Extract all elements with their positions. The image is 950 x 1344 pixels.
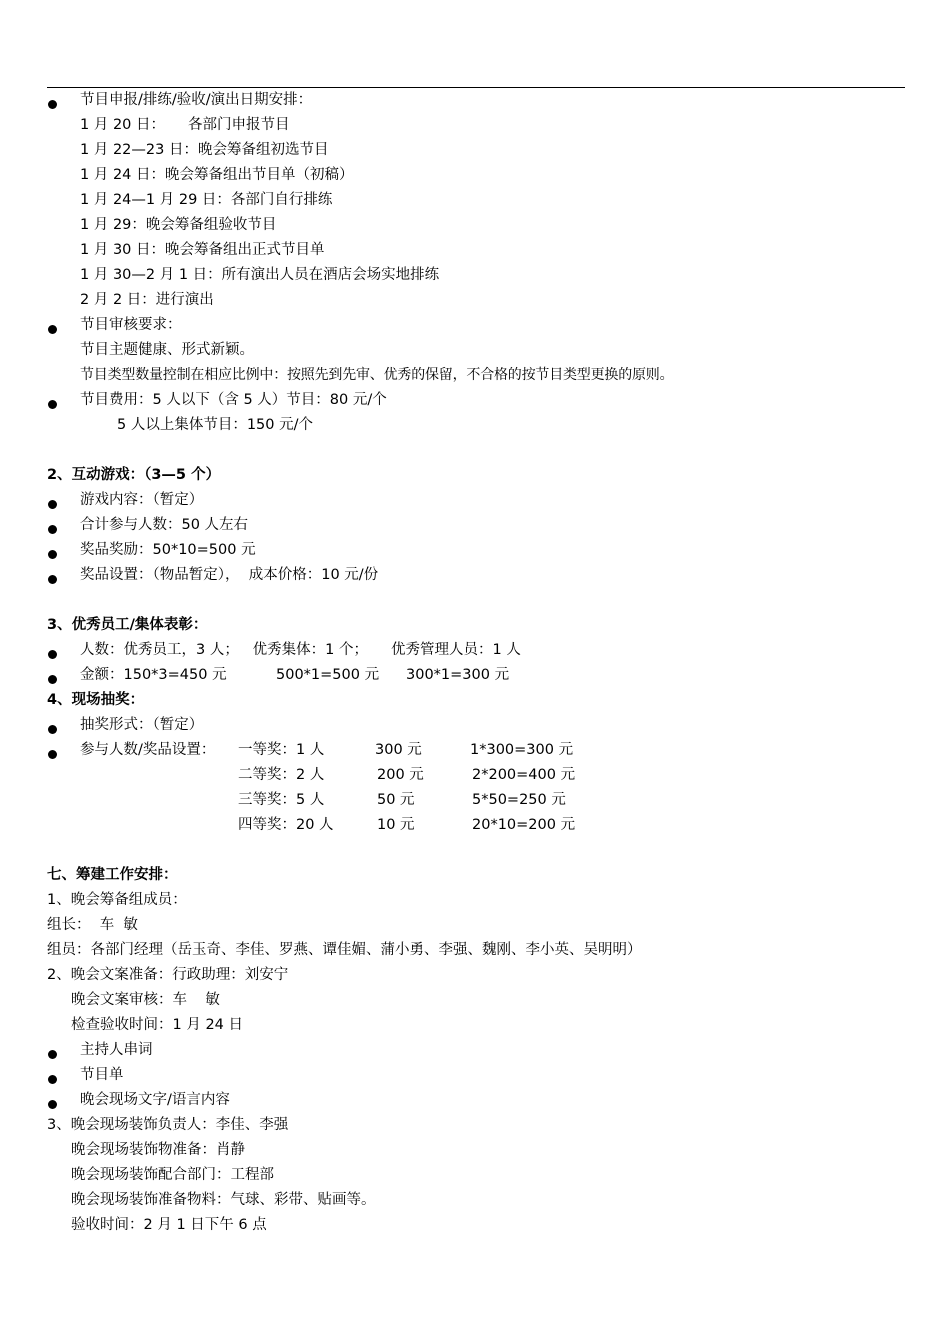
prize-price: 200 元 (377, 767, 424, 783)
bullet-icon (47, 1042, 59, 1054)
copy-check: 检查验收时间：1 月 24 日 (71, 1017, 244, 1033)
decor-line: 晚会现场装饰物准备：肖静 (71, 1142, 245, 1158)
schedule-item: 1 月 24 日：晚会筹备组出节目单（初稿） (80, 167, 354, 183)
prize-total: 2*200=400 元 (472, 767, 576, 783)
bullet-icon (47, 742, 59, 754)
awards-amount: 500*1=500 元 (276, 667, 380, 683)
fee-line: 5 人以上集体节目：150 元/个 (117, 417, 314, 433)
bullet-icon (47, 642, 59, 654)
prize-price: 50 元 (377, 792, 415, 808)
prize-total: 5*50=250 元 (472, 792, 566, 808)
bullet-icon (47, 92, 59, 104)
awards-amount: 300*1=300 元 (406, 667, 510, 683)
schedule-item: 2 月 2 日：进行演出 (80, 292, 214, 308)
bullet-icon (47, 1092, 59, 1104)
games-item: 合计参与人数：50 人左右 (80, 517, 249, 533)
decor-heading: 3、晚会现场装饰负责人：李佳、李强 (47, 1117, 289, 1133)
prep-heading: 七、筹建工作安排： (47, 867, 178, 883)
copy-item: 晚会现场文字/语言内容 (80, 1092, 230, 1108)
games-heading: 2、互动游戏：（3—5 个） (47, 467, 221, 483)
committee-leader: 组长： 车 敏 (47, 917, 138, 933)
bullet-icon (47, 392, 59, 404)
schedule-item: 1 月 30—2 月 1 日：所有演出人员在酒店会场实地排练 (80, 267, 440, 283)
bullet-icon (47, 542, 59, 554)
bullet-icon (47, 667, 59, 679)
schedule-item: 1 月 30 日：晚会筹备组出正式节目单 (80, 242, 325, 258)
games-item: 游戏内容：（暂定） (80, 492, 204, 508)
games-item: 奖品设置：（物品暂定）， 成本价格：10 元/份 (80, 567, 379, 583)
prize-price: 10 元 (377, 817, 415, 833)
lottery-form: 抽奖形式：（暂定） (80, 717, 204, 733)
schedule-item: 1 月 29：晚会筹备组验收节目 (80, 217, 277, 233)
prize-total: 1*300=300 元 (470, 742, 574, 758)
schedule-item: 1 月 24—1 月 29 日：各部门自行排练 (80, 192, 333, 208)
bullet-icon (47, 1067, 59, 1079)
prize-name: 四等奖：20 人 (238, 817, 334, 833)
awards-heading: 3、优秀员工/集体表彰： (47, 617, 208, 633)
committee-members: 组员：各部门经理（岳玉奇、李佳、罗燕、谭佳媚、蒲小勇、李强、魏刚、李小英、吴明明） (47, 942, 642, 958)
fee-line: 节目费用：5 人以下（含 5 人）节目：80 元/个 (80, 392, 387, 408)
prize-name: 三等奖：5 人 (238, 792, 325, 808)
bullet-icon (47, 717, 59, 729)
bullet-icon (47, 317, 59, 329)
decor-line: 晚会现场装饰配合部门：工程部 (71, 1167, 274, 1183)
schedule-item: 1 月 20 日： 各部门申报节目 (80, 117, 290, 133)
copy-review: 晚会文案审核：车 敏 (71, 992, 220, 1008)
schedule-heading: 节目申报/排练/验收/演出日期安排： (80, 92, 313, 108)
review-heading: 节目审核要求： (80, 317, 182, 333)
decor-line: 晚会现场装饰准备物料：气球、彩带、贴画等。 (71, 1192, 376, 1208)
copy-item: 节目单 (80, 1067, 124, 1083)
lottery-label: 参与人数/奖品设置： (80, 742, 216, 758)
awards-amount: 金额：150*3=450 元 (80, 667, 227, 683)
prize-price: 300 元 (375, 742, 422, 758)
prize-total: 20*10=200 元 (472, 817, 576, 833)
review-item: 节目类型数量控制在相应比例中：按照先到先审、优秀的保留，不合格的按节目类型更换的原则。 (80, 367, 674, 383)
committee-heading: 1、晚会筹备组成员： (47, 892, 187, 908)
awards-people: 人数：优秀员工，3 人； 优秀集体：1 个； 优秀管理人员：1 人 (80, 642, 521, 658)
prize-name: 一等奖：1 人 (238, 742, 325, 758)
decor-line: 验收时间：2 月 1 日下午 6 点 (71, 1217, 267, 1233)
copy-item: 主持人串词 (80, 1042, 153, 1058)
bullet-icon (47, 492, 59, 504)
games-item: 奖品奖励：50*10=500 元 (80, 542, 256, 558)
bullet-icon (47, 517, 59, 529)
review-item: 节目主题健康、形式新颖。 (80, 342, 254, 358)
copy-heading: 2、晚会文案准备：行政助理：刘安宁 (47, 967, 289, 983)
schedule-item: 1 月 22—23 日：晚会筹备组初选节目 (80, 142, 329, 158)
bullet-icon (47, 567, 59, 579)
lottery-heading: 4、现场抽奖： (47, 692, 145, 708)
prize-name: 二等奖：2 人 (238, 767, 325, 783)
